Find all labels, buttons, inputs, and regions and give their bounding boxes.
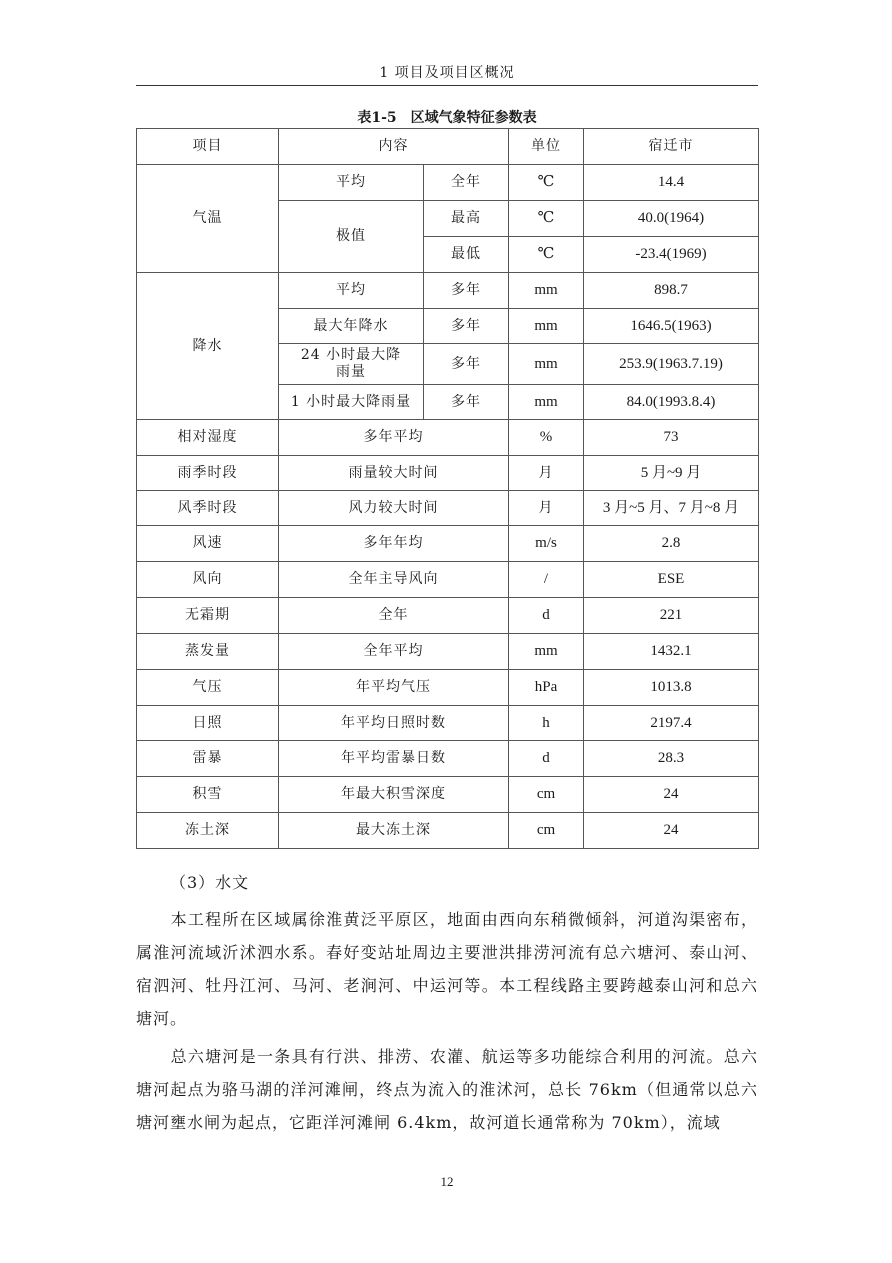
cell-unit: m/s [509, 526, 584, 562]
cell-unit: h [509, 706, 584, 741]
cell-value: 28.3 [584, 741, 759, 777]
cell-period: 多年 [424, 309, 509, 344]
table-row [137, 634, 759, 670]
cell-value: 3 月~5 月、7 月~8 月 [584, 491, 759, 526]
table-row [137, 420, 759, 456]
cell-unit: ℃ [509, 165, 584, 201]
row-label: 蒸发量 [137, 634, 279, 670]
table-row [137, 741, 759, 777]
cell-content: 最大年降水 [279, 309, 424, 344]
table-row [137, 491, 759, 526]
cell-unit: 月 [509, 456, 584, 491]
row-label: 气压 [137, 670, 279, 706]
cell-unit: mm [509, 634, 584, 670]
header-item: 项目 [137, 129, 279, 165]
cell-unit: mm [509, 309, 584, 344]
paragraph: 本工程所在区域属徐淮黄泛平原区，地面由西向东稍微倾斜，河道沟渠密布，属淮河流域沂沭泗水系。春好变站址周边主要泄洪排涝河流有总六塘河、泰山河、宿泗河、牡丹江河、马河、老涧河、中运河等。本工程线路主要跨越泰山河和总六塘河。 [136, 910, 758, 1028]
cell-unit: mm [509, 344, 584, 385]
cell-value: 14.4 [584, 165, 759, 201]
cell-content: 风力较大时间 [279, 491, 509, 526]
table-row [137, 456, 759, 491]
row-label: 雨季时段 [137, 456, 279, 491]
row-label: 无霜期 [137, 598, 279, 634]
cell-content: 全年主导风向 [279, 562, 509, 598]
cell-value: 2.8 [584, 526, 759, 562]
cell-unit: ℃ [509, 201, 584, 237]
header-city: 宿迁市 [584, 129, 759, 165]
climate-parameter-table [136, 128, 759, 849]
cell-content: 年平均雷暴日数 [279, 741, 509, 777]
paragraph: 总六塘河是一条具有行洪、排涝、农灌、航运等多功能综合利用的河流。总六塘河起点为骆马湖的洋河滩闸，终点为流入的淮沭河，总长 76km（但通常以总六塘河壅水闸为起点，它距洋河滩闸 6.4km，故河道长通常称为 70km），流域 [136, 1047, 758, 1132]
section-heading: （3）水文 [170, 873, 250, 892]
cell-unit: % [509, 420, 584, 456]
cell-content: 1 小时最大降雨量 [279, 385, 424, 420]
cell-value: 1013.8 [584, 670, 759, 706]
cell-content: 年平均日照时数 [279, 706, 509, 741]
cell-content: 极值 [279, 201, 424, 273]
row-label-precipitation: 降水 [137, 273, 279, 420]
cell-content: 多年年均 [279, 526, 509, 562]
row-label: 雷暴 [137, 741, 279, 777]
table-header-row [137, 129, 759, 165]
running-header: 1 项目及项目区概况 [379, 65, 515, 81]
cell-unit: d [509, 598, 584, 634]
cell-content: 平均 [279, 165, 424, 201]
table-row [137, 777, 759, 813]
cell-content: 雨量较大时间 [279, 456, 509, 491]
cell-unit: mm [509, 385, 584, 420]
table-row [137, 273, 759, 309]
cell-period: 最低 [424, 237, 509, 273]
cell-value: 898.7 [584, 273, 759, 309]
cell-value: 24 [584, 813, 759, 849]
cell-period: 多年 [424, 385, 509, 420]
cell-unit: / [509, 562, 584, 598]
cell-unit: d [509, 741, 584, 777]
row-label: 相对湿度 [137, 420, 279, 456]
cell-period: 全年 [424, 165, 509, 201]
table-row [137, 670, 759, 706]
table-row [137, 813, 759, 849]
cell-value: 2197.4 [584, 706, 759, 741]
cell-unit: mm [509, 273, 584, 309]
row-label: 冻土深 [137, 813, 279, 849]
cell-value: 84.0(1993.8.4) [584, 385, 759, 420]
cell-content: 24 小时最大降雨量 [279, 344, 424, 385]
cell-value: 1432.1 [584, 634, 759, 670]
cell-value: 221 [584, 598, 759, 634]
cell-value: 5 月~9 月 [584, 456, 759, 491]
row-label-temperature: 气温 [137, 165, 279, 273]
cell-unit: 月 [509, 491, 584, 526]
table-row [137, 562, 759, 598]
cell-content: 年平均气压 [279, 670, 509, 706]
table-row [137, 165, 759, 201]
cell-content: 平均 [279, 273, 424, 309]
cell-value: 40.0(1964) [584, 201, 759, 237]
cell-value: ESE [584, 562, 759, 598]
cell-unit: cm [509, 777, 584, 813]
cell-content: 全年 [279, 598, 509, 634]
header-unit: 单位 [509, 129, 584, 165]
table-row [137, 598, 759, 634]
page-number: 12 [440, 1174, 454, 1189]
cell-period: 多年 [424, 344, 509, 385]
cell-value: 24 [584, 777, 759, 813]
cell-content: 全年平均 [279, 634, 509, 670]
cell-unit: cm [509, 813, 584, 849]
header-rule [136, 85, 758, 86]
row-label: 风速 [137, 526, 279, 562]
header-content: 内容 [279, 129, 509, 165]
row-label: 风向 [137, 562, 279, 598]
cell-unit: hPa [509, 670, 584, 706]
cell-value: 73 [584, 420, 759, 456]
cell-value: 1646.5(1963) [584, 309, 759, 344]
row-label: 风季时段 [137, 491, 279, 526]
cell-content: 最大冻土深 [279, 813, 509, 849]
table-row [137, 526, 759, 562]
table-title: 表1-5 区域气象特征参数表 [357, 110, 537, 126]
row-label: 积雪 [137, 777, 279, 813]
cell-value: -23.4(1969) [584, 237, 759, 273]
cell-period: 最高 [424, 201, 509, 237]
cell-value: 253.9(1963.7.19) [584, 344, 759, 385]
table-row [137, 706, 759, 741]
cell-unit: ℃ [509, 237, 584, 273]
row-label: 日照 [137, 706, 279, 741]
cell-period: 多年 [424, 273, 509, 309]
cell-content: 多年平均 [279, 420, 509, 456]
cell-content: 年最大积雪深度 [279, 777, 509, 813]
